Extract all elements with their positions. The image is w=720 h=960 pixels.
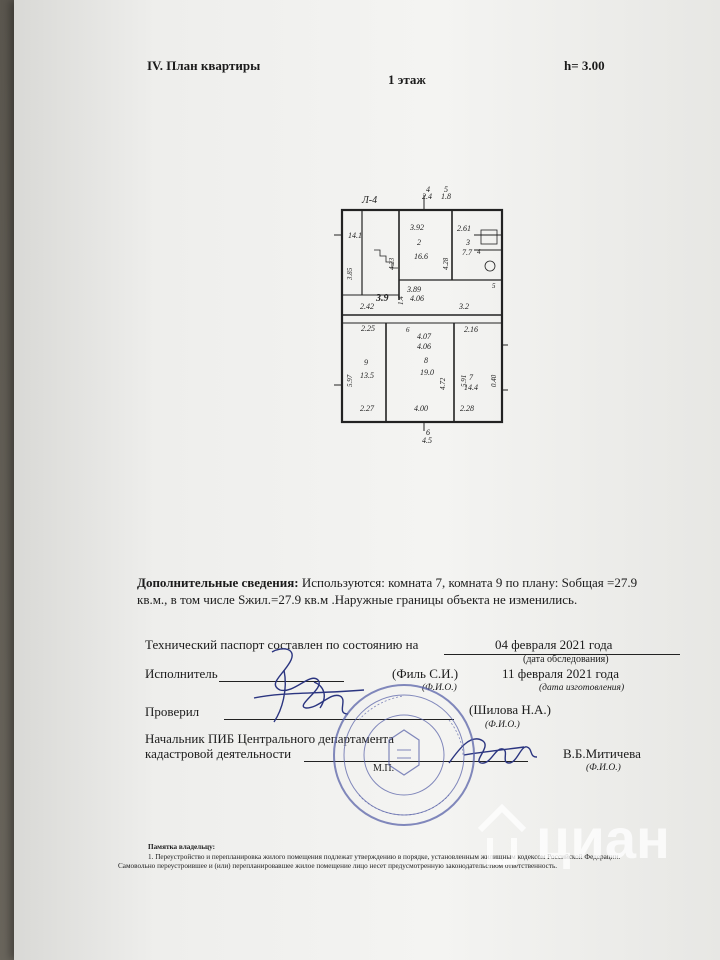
dim: 2.42 [360,302,374,311]
head-title-line1: Начальник ПИБ Центрального департамента [145,731,395,746]
executor-name: (Филь С.И.) [392,666,459,681]
room-number: 3 [466,238,470,247]
dim: 5.97 [346,374,354,387]
cian-logo-icon [480,808,524,862]
head-title-line2: кадастровой деятельности [145,746,292,761]
additional-info-line1 [137,575,637,591]
dim: 3.92 [410,223,424,232]
dim: 3.89 [407,285,421,294]
head-name: В.Б.Митичева [563,746,641,761]
passport-label: Технический паспорт составлен по состоянию на [145,637,419,652]
cian-watermark [476,778,676,882]
stamp-place-label: М.П. [373,763,395,774]
dim: 0.40 [490,374,498,387]
dim: 2.28 [460,404,474,413]
dim: 4.72 [439,377,447,390]
dim: 3.9 [376,293,389,304]
room-number: 9 [364,358,368,367]
watermark-text: циан [536,807,670,870]
passport-date: 04 февраля 2021 года [495,637,613,652]
room-number: 5 [492,282,496,290]
document-sheet [14,0,720,960]
dim: 4.06 [410,294,424,303]
executor-name-caption: (Ф.И.О.) [422,683,457,693]
dim: 2.27 [360,404,374,413]
memo-title: Памятка владельцу: [148,843,216,851]
apartment-label: Л-4 [362,195,378,206]
dim: 3.85 [346,267,354,280]
dim: 4.07 [417,332,431,341]
passport-date-caption: (дата обследования) [523,654,609,665]
ceiling-height: h= 3.00 [564,58,605,73]
dim: 4.28 [442,257,450,270]
room-number: 2 [417,238,421,247]
room-number: 4 [477,248,481,256]
room-area: 7.7 [462,248,472,257]
executor-date-caption: (дата изготовления) [539,683,625,693]
section-title: IV. План квартиры [147,58,261,73]
head-name-caption: (Ф.И.О.) [586,763,621,773]
checker-name: (Шилова Н.А.) [469,702,551,717]
room-number: 7 [469,373,473,382]
dim: 1.4 [397,296,405,305]
room-number: 6 [406,326,410,334]
dim: 4.23 [388,257,396,270]
dim: 4.06 [417,342,431,351]
dim: 2.61 [457,224,471,233]
additional-info-text: Используются: комната 7, комната 9 по плану: Sобщая =27.9 [298,575,638,590]
dim: 2.25 [361,324,375,333]
ext-dim-num-6: 6 [426,428,430,437]
dim: 4.00 [414,404,428,413]
ext-dim-val-4: 2.4 [422,192,432,201]
executor-label: Исполнитель [145,666,218,681]
memo-line2: Самовольно переустроившее и (или) перепланировавшее жилое помещение лицо несет предусмотренную законодательством ответственность. [118,862,558,870]
ext-dim-num-4: 4 [426,185,430,194]
dim: 2.16 [464,325,478,334]
additional-info-line2: кв.м., в том числе Sжил.=27.9 кв.м .Наружные границы объекта не изменились. [137,592,578,607]
dim: 14.1 [348,231,362,240]
dim: 3.2 [459,302,469,311]
room-area: 16.6 [414,252,428,261]
checker-label: Проверил [145,704,200,719]
memo-line1: 1. Переустройство и перепланировка жилого помещения подлежат утверждению в порядке, установленным жилищным кодексом Российской Федерации. [148,853,621,861]
room-area: 19.0 [420,368,434,377]
room-area: 13.5 [360,371,374,380]
executor-date: 11 февраля 2021 года [502,666,619,681]
ext-dim-val-6: 4.5 [422,436,432,445]
room-area: 14.4 [464,383,478,392]
dim: 5.91 [460,374,468,387]
ext-dim-num-5: 5 [444,185,448,194]
official-seal [329,680,479,830]
checker-name-caption: (Ф.И.О.) [485,720,520,730]
ext-dim-val-5: 1.8 [441,192,451,201]
floor-plan [314,175,514,445]
additional-info-label: Дополнительные сведения: [137,575,299,590]
floor-label: 1 этаж [388,72,426,87]
room-number: 8 [424,356,428,365]
